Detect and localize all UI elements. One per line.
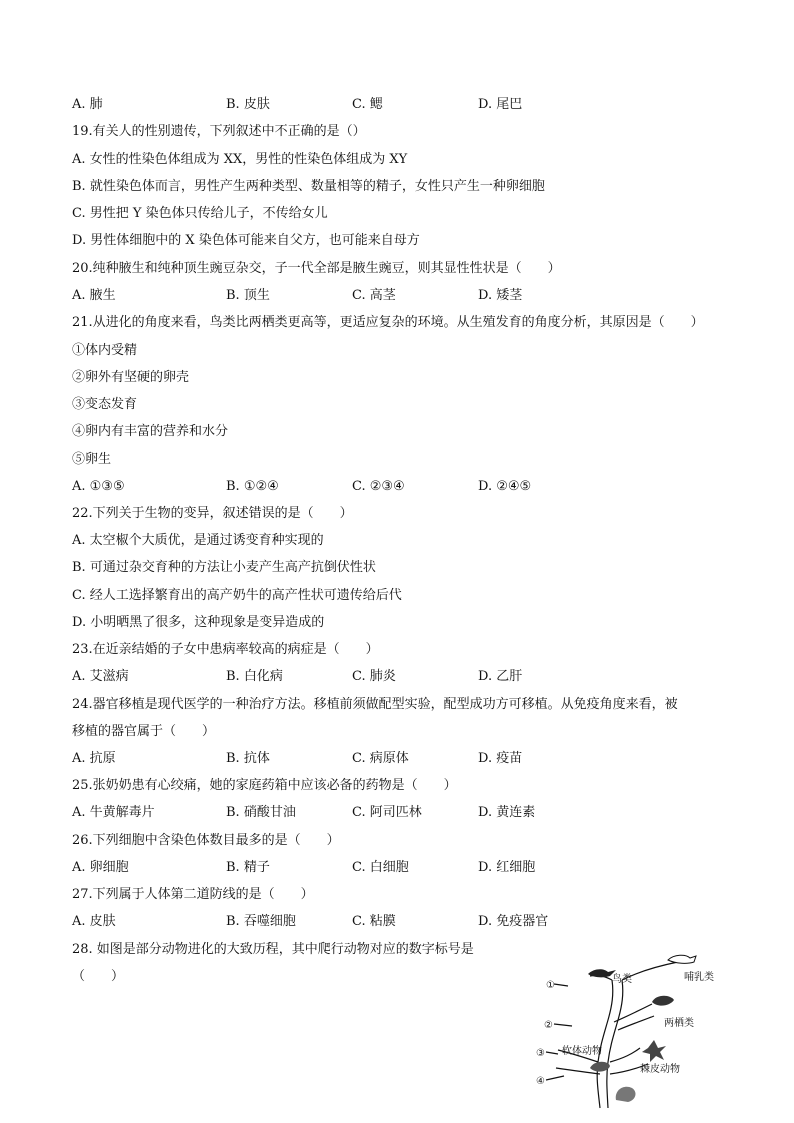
q20-option-d[interactable]: D. 矮茎	[478, 288, 523, 303]
q27-option-d[interactable]: D. 免疫器官	[478, 914, 549, 929]
q18-option-c[interactable]: C. 鳃	[352, 97, 383, 112]
q21-item-3: ③变态发育	[72, 397, 138, 412]
q25-option-a[interactable]: A. 牛黄解毒片	[72, 805, 155, 820]
q22-stem: 22.下列关于生物的变异，叙述错误的是（ ）	[72, 506, 353, 521]
q25-option-c[interactable]: C. 阿司匹林	[352, 805, 422, 820]
amphibian-icon	[652, 996, 674, 1006]
q27-option-c[interactable]: C. 粘膜	[352, 914, 396, 929]
reptile-icon	[616, 1087, 636, 1102]
q27-option-a[interactable]: A. 皮肤	[72, 914, 116, 929]
q21-item-5: ⑤卵生	[72, 452, 112, 467]
q23-stem: 23.在近亲结婚的子女中患病率较高的病症是（ ）	[72, 642, 379, 657]
q19-option-b[interactable]: B. 就性染色体而言，男性产生两种类型、数量相等的精子，女性只产生一种卵细胞	[72, 179, 545, 194]
label-echinoderms: 棘皮动物	[640, 1064, 680, 1075]
label-1: ①	[546, 980, 555, 991]
q20-option-a[interactable]: A. 腋生	[72, 288, 116, 303]
q25-option-b[interactable]: B. 硝酸甘油	[226, 805, 296, 820]
q21-item-1: ①体内受精	[72, 343, 138, 358]
q23-option-d[interactable]: D. 乙肝	[478, 669, 523, 684]
q23-option-a[interactable]: A. 艾滋病	[72, 669, 129, 684]
q19-option-a[interactable]: A. 女性的性染色体组成为 XX，男性的性染色体组成为 XY	[72, 152, 408, 167]
q22-option-d[interactable]: D. 小明晒黑了很多，这种现象是变异造成的	[72, 615, 325, 630]
q21-option-a[interactable]: A. ①③⑤	[72, 479, 125, 494]
q18-option-a[interactable]: A. 肺	[72, 97, 103, 112]
q24-option-b[interactable]: B. 抗体	[226, 751, 270, 766]
q28-answer-blank[interactable]: （ ）	[72, 969, 125, 984]
q24-option-a[interactable]: A. 抗原	[72, 751, 116, 766]
q26-option-b[interactable]: B. 精子	[226, 860, 270, 875]
q18-option-d[interactable]: D. 尾巴	[478, 97, 523, 112]
mammal-icon	[668, 955, 696, 963]
echinoderm-icon	[642, 1040, 666, 1062]
q20-option-b[interactable]: B. 顶生	[226, 288, 270, 303]
q23-option-b[interactable]: B. 白化病	[226, 669, 283, 684]
q27-stem: 27.下列属于人体第二道防线的是（ ）	[72, 887, 314, 902]
q24-option-d[interactable]: D. 疫苗	[478, 751, 523, 766]
q25-stem: 25.张奶奶患有心绞痛，她的家庭药箱中应该必备的药物是（ ）	[72, 778, 457, 793]
label-birds: 鸟类	[612, 974, 632, 985]
q25-option-d[interactable]: D. 黄连素	[478, 805, 536, 820]
label-amphibians: 两栖类	[664, 1018, 694, 1029]
label-3: ③	[536, 1048, 545, 1059]
q21-item-2: ②卵外有坚硬的卵壳	[72, 370, 190, 385]
q19-stem: 19.有关人的性别遗传，下列叙述中不正确的是（）	[72, 124, 366, 139]
q21-item-4: ④卵内有丰富的营养和水分	[72, 424, 229, 439]
q21-stem: 21.从进化的角度来看，鸟类比两栖类更高等，更适应复杂的环境。从生殖发育的角度分析，其原因是（ ）	[72, 315, 704, 330]
q26-option-a[interactable]: A. 卵细胞	[72, 860, 129, 875]
q24-stem-line2: 移植的器官属于（ ）	[72, 724, 216, 739]
tree-number-labels	[536, 980, 555, 1087]
label-2: ②	[544, 1020, 553, 1031]
label-mammals: 哺乳类	[684, 972, 714, 983]
q26-option-c[interactable]: C. 白细胞	[352, 860, 409, 875]
q28-stem: 28. 如图是部分动物进化的大致历程，其中爬行动物对应的数字标号是	[72, 942, 474, 957]
q21-option-c[interactable]: C. ②③④	[352, 479, 405, 494]
evolution-tree-figure	[528, 950, 738, 1110]
q20-stem: 20.纯种腋生和纯种顶生豌豆杂交，子一代全部是腋生豌豆，则其显性性状是（ ）	[72, 261, 561, 276]
q18-option-b[interactable]: B. 皮肤	[226, 97, 270, 112]
label-molluscs: 软体动物	[562, 1046, 602, 1057]
q26-stem: 26.下列细胞中含染色体数目最多的是（ ）	[72, 833, 340, 848]
q20-option-c[interactable]: C. 高茎	[352, 288, 396, 303]
q22-option-b[interactable]: B. 可通过杂交育种的方法让小麦产生高产抗倒伏性状	[72, 560, 376, 575]
q27-option-b[interactable]: B. 吞噬细胞	[226, 914, 296, 929]
q26-option-d[interactable]: D. 红细胞	[478, 860, 536, 875]
q22-option-a[interactable]: A. 太空椒个大质优，是通过诱变育种实现的	[72, 533, 324, 548]
q22-option-c[interactable]: C. 经人工选择繁育出的高产奶牛的高产性状可遗传给后代	[72, 588, 402, 603]
q21-option-d[interactable]: D. ②④⑤	[478, 479, 532, 494]
q23-option-c[interactable]: C. 肺炎	[352, 669, 396, 684]
q21-option-b[interactable]: B. ①②④	[226, 479, 279, 494]
q19-option-d[interactable]: D. 男性体细胞中的 X 染色体可能来自父方，也可能来自母方	[72, 233, 420, 248]
q19-option-c[interactable]: C. 男性把 Y 染色体只传给儿子，不传给女儿	[72, 206, 328, 221]
q24-stem-line1: 24.器官移植是现代医学的一种治疗方法。移植前须做配型实验，配型成功方可移植。从免疫角度来看，被	[72, 697, 678, 712]
label-4: ④	[536, 1076, 545, 1087]
q24-option-c[interactable]: C. 病原体	[352, 751, 409, 766]
